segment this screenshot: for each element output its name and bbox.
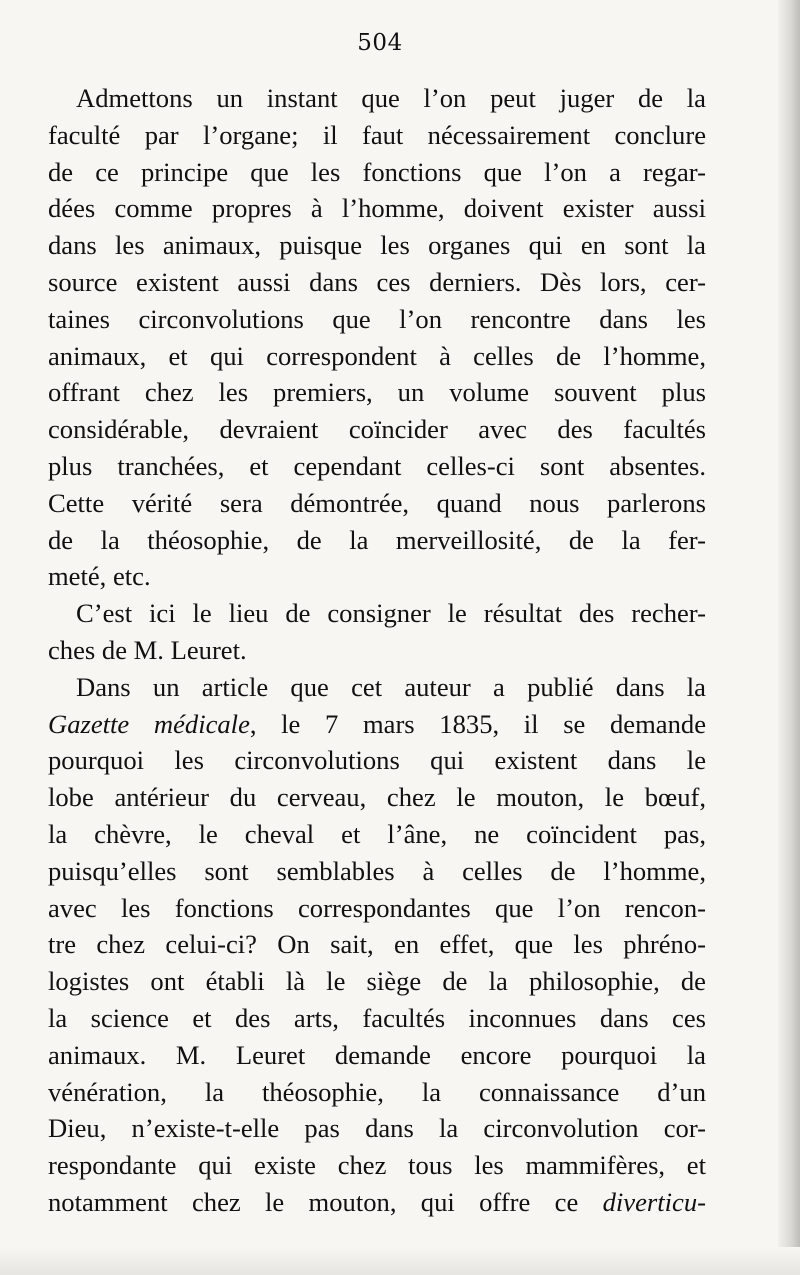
text-line: meté, etc. (48, 561, 151, 592)
text-line: taines circonvolutions que l’on rencontre dans les (48, 303, 706, 334)
text-line: Cette vérité sera démontrée, quand nous parlerons (48, 487, 706, 518)
scan-shadow-right (778, 0, 800, 1275)
text-line (48, 706, 706, 743)
text-line: C’est ici le lieu de consigner le résultat des recher- (76, 598, 706, 629)
body-text (48, 80, 706, 1221)
text-line: logistes ont établi là le siège de la philosophie, de (48, 966, 706, 997)
text-line: puisqu’elles sont semblables à celles de l’homme, (48, 855, 706, 886)
scan-shadow-bottom (0, 1247, 800, 1275)
text-line: respondante qui existe chez tous les mammifères, et (48, 1150, 706, 1181)
text-line: dans les animaux, puisque les organes qui en sont la (48, 230, 706, 261)
text-line: plus tranchées, et cependant celles-ci sont absentes. (48, 450, 706, 481)
journal-title: Gazette médicale (48, 708, 250, 739)
text-line: Dans un article que cet auteur a publié dans la (76, 671, 706, 702)
text-line: lobe antérieur du cerveau, chez le mouton, le bœuf, (48, 782, 706, 813)
text-line: pourquoi les circonvolutions qui existent dans le (48, 745, 706, 776)
text-line: tre chez celui-ci? On sait, en effet, que les phréno- (48, 929, 706, 960)
italic-word: diverticu- (602, 1186, 706, 1217)
text-line: la chèvre, le cheval et l’âne, ne coïncident pas, (48, 818, 706, 849)
text-line: faculté par l’organe; il faut nécessairement conclure (48, 119, 706, 150)
text-line: considérable, devraient coïncider avec des facultés (48, 414, 706, 445)
text-line: la science et des arts, facultés inconnues dans ces (48, 1002, 706, 1033)
text-line: ches de M. Leuret. (48, 634, 247, 665)
text-line: Admettons un instant que l’on peut juger de la (76, 83, 706, 113)
text-line: de ce principe que les fonctions que l’on a regar- (48, 156, 706, 187)
page-number: 504 (357, 30, 403, 56)
text-line: animaux. M. Leuret demande encore pourquoi la (48, 1039, 706, 1070)
text-line (48, 1184, 706, 1221)
text-line-start: notamment chez le mouton, qui offre ce (48, 1186, 603, 1217)
text-line: vénération, la théosophie, la connaissance d’un (48, 1076, 706, 1107)
text-line: source existent aussi dans ces derniers. Dès lors, cer- (48, 266, 706, 297)
text-line: offrant chez les premiers, un volume souvent plus (48, 377, 706, 408)
text-line: de la théosophie, de la merveillosité, de la fer- (48, 524, 706, 555)
text-line-rest: , le 7 mars 1835, il se demande (249, 708, 706, 739)
text-line: dées comme propres à l’homme, doivent exister aussi (48, 193, 706, 224)
text-line: animaux, et qui correspondent à celles de l’homme, (48, 340, 706, 371)
text-line: Dieu, n’existe-t-elle pas dans la circonvolution cor- (48, 1113, 706, 1144)
text-line: avec les fonctions correspondantes que l’on rencon- (48, 892, 706, 923)
